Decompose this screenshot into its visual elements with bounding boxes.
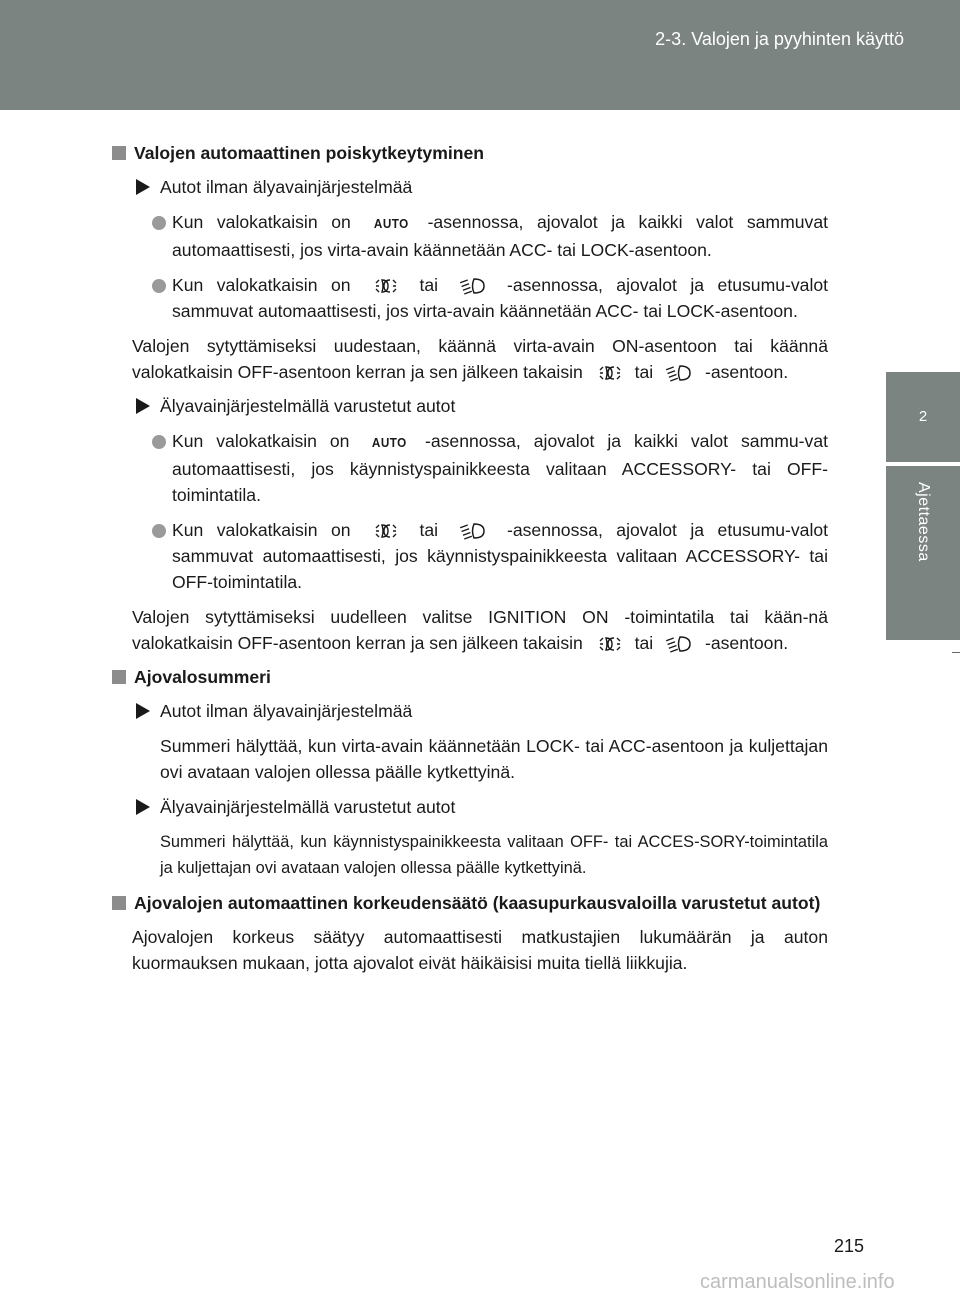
paragraph: Ajovalojen korkeus säätyy automaattisesti matkustajien lukumäärän ja auton kuormauksen mukaan, jotta ajovalot eivät häikäisisi muita tiellä liikkujia.: [132, 927, 828, 973]
text: -asentoon.: [704, 362, 789, 382]
text: -asentoon.: [704, 633, 789, 653]
chapter-number: 2: [918, 408, 928, 425]
headlight-icon: [456, 521, 490, 541]
chapter-label-tab: [886, 466, 960, 640]
auto-icon: AUTO: [372, 435, 408, 450]
headlight-icon: [662, 634, 696, 654]
text: tai: [419, 275, 439, 295]
subheading-text: Autot ilman älyavainjärjestelmää: [160, 177, 413, 197]
parking-light-icon: [592, 634, 626, 654]
text: tai: [634, 362, 654, 382]
list-item: [112, 428, 828, 508]
subheading: [112, 174, 828, 200]
page-header: [0, 0, 960, 110]
square-bullet-icon: [112, 896, 126, 910]
circle-bullet-icon: [152, 524, 166, 538]
text: Kun valokatkaisin on: [172, 275, 351, 295]
section-heading: [112, 890, 828, 916]
text: -asennossa, ajovalot ja etusumu-valot sammuvat automaattisesti, jos käynnistyspainikkeesta valitaan ACCESSORY- tai OFF-toimintatila.: [172, 520, 829, 592]
parking-light-icon: [592, 363, 626, 383]
section-heading: [112, 664, 828, 690]
subheading-text: Autot ilman älyavainjärjestelmää: [160, 701, 413, 721]
square-bullet-icon: [112, 146, 126, 160]
subheading-text: Älyavainjärjestelmällä varustetut autot: [160, 396, 456, 416]
text: -asennossa, ajovalot ja etusumu-valot sammuvat automaattisesti, jos virta-avain käännetään ACC- tai LOCK-asentoon.: [172, 275, 829, 321]
section-title: 2-3. Valojen ja pyyhinten käyttö: [655, 29, 904, 49]
text: Kun valokatkaisin on: [172, 212, 351, 232]
text: Kun valokatkaisin on: [172, 520, 351, 540]
chapter-tab: [886, 372, 960, 462]
subheading: [112, 794, 828, 820]
subheading-text: Älyavainjärjestelmällä varustetut autot: [160, 797, 456, 817]
parking-light-icon: [368, 521, 402, 541]
text: tai: [634, 633, 654, 653]
heading-text: Ajovalosummeri: [134, 667, 271, 687]
circle-bullet-icon: [152, 279, 166, 293]
triangle-arrow-icon: [136, 398, 150, 414]
list-item: [112, 272, 828, 324]
paragraph: Summeri hälyttää, kun virta-avain käännetään LOCK- tai ACC-asentoon ja kuljettajan ovi avataan valojen ollessa päälle kytkettyinä.: [160, 736, 828, 782]
square-bullet-icon: [112, 670, 126, 684]
list-item: [112, 517, 828, 595]
watermark: carmanualsonline.info: [700, 1271, 895, 1293]
heading-text: Ajovalojen automaattinen korkeudensäätö (kaasupurkausvaloilla varustetut autot): [134, 893, 821, 913]
headlight-icon: [662, 363, 696, 383]
page-content: [112, 140, 828, 984]
list-item: [112, 209, 828, 263]
section-heading: [112, 140, 828, 166]
chapter-label: Ajettaessa: [915, 482, 932, 562]
circle-bullet-icon: [152, 435, 166, 449]
paragraph: [112, 604, 828, 656]
subheading: [112, 393, 828, 419]
page-number: 215: [834, 1236, 865, 1256]
text: Kun valokatkaisin on: [172, 431, 350, 451]
text: Valojen sytyttämiseksi uudestaan, käännä virta-avain ON-asentoon tai käännä valokatkaisin OFF-asentoon kerran ja sen jälkeen takaisin: [132, 336, 828, 382]
triangle-arrow-icon: [136, 703, 150, 719]
text: -asennossa, ajovalot ja kaikki valot sammuvat automaattisesti, jos virta-avain käännetään ACC- tai LOCK-asentoon.: [172, 212, 828, 260]
circle-bullet-icon: [152, 216, 166, 230]
paragraph: [112, 333, 828, 385]
headlight-icon: [456, 276, 490, 296]
triangle-arrow-icon: [136, 179, 150, 195]
heading-text: Valojen automaattinen poiskytkeytyminen: [134, 143, 485, 163]
text: Valojen sytyttämiseksi uudelleen valitse IGNITION ON -toimintatila tai kään-nä valokatkaisin OFF-asentoon kerran ja sen jälkeen takaisin: [132, 607, 828, 653]
triangle-arrow-icon: [136, 799, 150, 815]
auto-icon: AUTO: [374, 216, 410, 231]
paragraph: Summeri hälyttää, kun käynnistyspainikkeesta valitaan OFF- tai ACCES-SORY-toimintatila ja kuljettajan ovi avataan valojen ollessa päälle kytkettyinä.: [160, 833, 828, 877]
parking-light-icon: [368, 276, 402, 296]
subheading: [112, 698, 828, 724]
text: tai: [419, 520, 439, 540]
crop-mark: [952, 652, 960, 653]
text: -asennossa, ajovalot ja kaikki valot sammu-vat automaattisesti, jos käynnistyspainikkeesta valitaan ACCESSORY- tai OFF-toimintatila.: [172, 431, 828, 505]
